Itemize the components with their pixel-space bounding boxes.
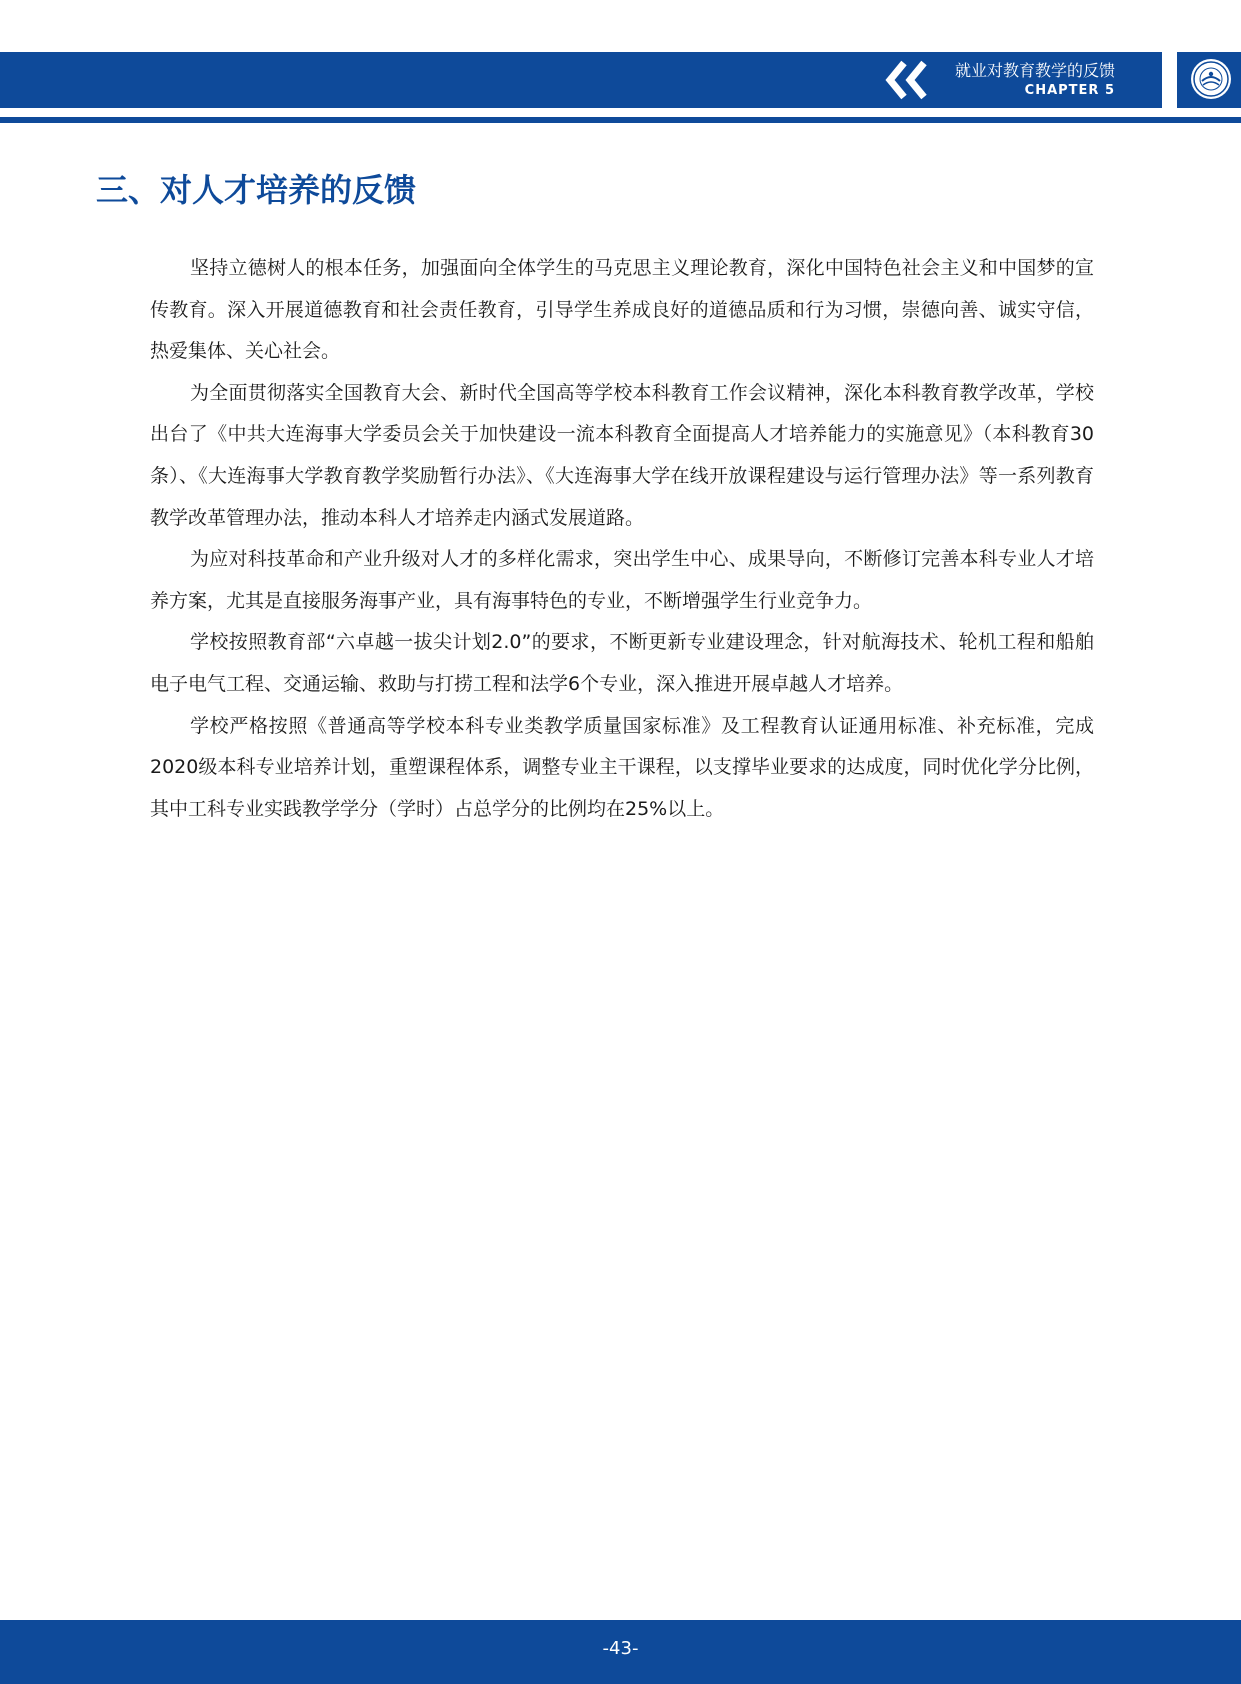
section-title: 三、对人才培养的反馈 (96, 171, 417, 209)
double-chevron-left-icon (882, 60, 932, 100)
paragraph: 为应对科技革命和产业升级对人才的多样化需求，突出学生中心、成果导向，不断修订完善本科专业人才培养方案，尤其是直接服务海事产业，具有海事特色的专业，不断增强学生行业竞争力。 (150, 548, 1094, 612)
paragraph: 学校严格按照《普通高等学校本科专业类教学质量国家标准》及工程教育认证通用标准、补充标准，完成2020级本科专业培养计划，重塑课程体系，调整专业主干课程，以支撑毕业要求的达成度，同时优化学分比例，其中工科专业实践教学学分（学时）占总学分的比例均在25%以上。 (150, 714, 1094, 820)
header-rule (0, 117, 1241, 123)
university-seal-logo (1190, 58, 1232, 100)
body-text (150, 248, 1094, 830)
paragraph: 学校按照教育部“六卓越一拔尖计划2.0”的要求，不断更新专业建设理念，针对航海技术、轮机工程和船舶电子电气工程、交通运输、救助与打捞工程和法学6个专业，深入推进开展卓越人才培养。 (150, 631, 1094, 695)
chapter-title: 就业对教育教学的反馈 (954, 61, 1115, 80)
page-number: -43- (602, 1638, 639, 1659)
chapter-label: CHAPTER 5 (1024, 83, 1115, 98)
paragraph: 为全面贯彻落实全国教育大会、新时代全国高等学校本科教育工作会议精神，深化本科教育教学改革，学校出台了《中共大连海事大学委员会关于加快建设一流本科教育全面提高人才培养能力的实施意见》（本科教育30条）、《大连海事大学教育教学奖励暂行办法》、《大连海事大学在线开放课程建设与运行管理办法》等一系列教育教学改革管理办法，推动本科人才培养走内涵式发展道路。 (150, 381, 1094, 529)
paragraph: 坚持立德树人的根本任务，加强面向全体学生的马克思主义理论教育，深化中国特色社会主义和中国梦的宣传教育。深入开展道德教育和社会责任教育，引导学生养成良好的道德品质和行为习惯，崇德向善、诚实守信，热爱集体、关心社会。 (150, 257, 1094, 363)
